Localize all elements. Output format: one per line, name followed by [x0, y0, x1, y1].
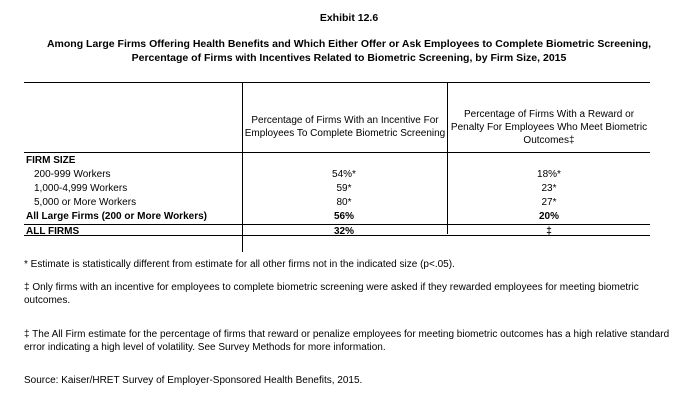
title-line-1: Among Large Firms Offering Health Benefits and Which Either Offer or Ask Employees to Complete Biometric Screening, — [46, 38, 652, 50]
footnote-biometric-outcomes: ‡ Only firms with an incentive for employees to complete biometric screening were asked if they rewarded employees for meeting biometric outcomes. — [24, 282, 639, 306]
table-bottom-rule — [24, 235, 650, 236]
incentive-value: 54%* — [332, 169, 356, 180]
row-label: 5,000 or More Workers — [34, 197, 137, 208]
incentive-value: 59* — [336, 183, 352, 194]
reward-penalty-value: 27* — [541, 197, 557, 208]
row-label: All Large Firms (200 or More Workers) — [26, 211, 207, 222]
footnote-relative-standard-error: ‡ The All Firm estimate for the percentage of firms that reward or penalize employees for meeting biometric outcomes has a high relative standard error indicating a high level of volatility. See Survey Methods for more information. — [24, 329, 670, 353]
table-row-5000-plus — [24, 196, 650, 210]
title-line-2: Percentage of Firms with Incentives Related to Biometric Screening, by Firm Size, 2015 — [131, 52, 567, 64]
row-label: 1,000-4,999 Workers — [34, 183, 128, 194]
exhibit-number: Exhibit 12.6 — [319, 12, 379, 24]
source-note: Source: Kaiser/HRET Survey of Employer-Sponsored Health Benefits, 2015. — [24, 375, 363, 386]
footnote-significance: * Estimate is statistically different from estimate for all other firms not in the indicated size (p<.05). — [24, 259, 455, 270]
table-row-1000-4999 — [24, 182, 650, 196]
table-row-200-999 — [24, 168, 650, 182]
row-label: 200-999 Workers — [34, 169, 111, 180]
row-label: FIRM SIZE — [26, 155, 76, 166]
incentive-value: 56% — [333, 211, 354, 222]
column-header-reward-penalty: Percentage of Firms With a Reward or Penalty For Employees Who Meet Biometric Outcomes‡ — [450, 108, 648, 146]
data-table — [24, 82, 650, 252]
incentive-value: 80* — [336, 197, 352, 208]
table-row-all-firms — [24, 225, 650, 239]
header-rule — [24, 152, 650, 153]
exhibit-title — [20, 37, 678, 65]
reward-penalty-value: 18%* — [537, 169, 561, 180]
reward-penalty-value: 20% — [538, 211, 559, 222]
row-label: ALL FIRMS — [26, 226, 80, 237]
incentive-value: 32% — [333, 226, 354, 237]
reward-penalty-value: ‡ — [546, 226, 552, 237]
table-top-rule — [24, 82, 650, 83]
reward-penalty-value: 23* — [541, 183, 557, 194]
column-header-incentive: Percentage of Firms With an Incentive For Employees To Complete Biometric Screening — [244, 115, 446, 139]
table-row-all-large-firms — [24, 210, 650, 224]
table-row-firm-size — [24, 154, 650, 168]
